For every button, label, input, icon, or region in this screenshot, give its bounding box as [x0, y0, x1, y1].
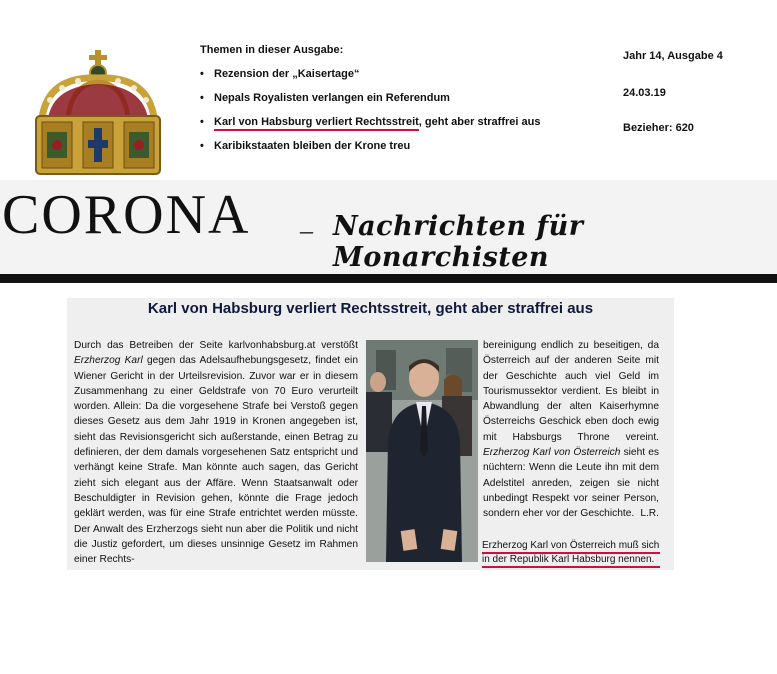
topics-title: Themen in dieser Ausgabe: [200, 44, 344, 56]
article-column-right [483, 338, 659, 522]
topics-list [200, 68, 540, 164]
topic-item [200, 140, 540, 164]
text-run: gegen das Adelsaufhebungsgesetz, findet ein Wiener Gericht in der Urteilsrevision. Zuvor war er in diesem Zusammenhang zu einer Geldstrafe von 70 Euro verurteilt worden. Allein: Da die vorgesehene Strafe bei Verstoß gegen dieses Gesetz aus dem Jahr 1919 in Kronen angegeben ist, sieht das Revisionsgericht sich außerstande, einen Betrag zu definieren, der dem damals vorgesehenen Satz entspricht und verhängt keine Strafe. Man könnte auch sagen, das Gericht zieht sich elegant aus der Affäre. Wenn Staatsanwalt oder Beschuldigter in Revision gehen, könnte die Frage jedoch geklärt werden, was für eine Strafe entrichtet werden müsste. Der Anwalt des Erzherzogs sieht nun aber die Politik und nicht die Justiz gefordert, um dieses unsinnige Gesetz im Rahmen einer Rechts- [74, 355, 358, 566]
masthead-subtitle: Nachrichten für Monarchisten [333, 211, 584, 273]
emphasis-name: Erzherzog Karl [74, 355, 143, 367]
masthead-rule [0, 274, 777, 283]
emphasis-name: Erzherzog Karl von Österreich [483, 447, 621, 459]
topic-item [200, 68, 540, 92]
article-paragraph [483, 338, 659, 522]
caption-underline [482, 566, 660, 568]
caption-underline [482, 552, 660, 554]
topic-text-rest: , geht aber straffrei aus [418, 116, 541, 128]
caption-line: in der Republik Karl Habsburg nennen. [482, 554, 655, 565]
article-column-left [74, 338, 358, 567]
author-initials: L.R. [640, 508, 659, 520]
issue-date: 24.03.19 [623, 87, 666, 99]
bullet: • [200, 68, 204, 80]
topic-text: Nepals Royalisten verlangen ein Referendum [214, 92, 450, 104]
topic-text: Karibikstaaten bleiben der Krone treu [214, 140, 411, 152]
text-run: bereinigung endlich zu beseitigen, da Österreich auf der anderen Seite mit der Geschichte auch viel Geld im Tourismussektor verdient. Es bleibt in Abwandlung der alten Kaiserhymne Österreichs Geschick eben doch ewig mit Habsburgs Throne vereint. [483, 340, 659, 443]
bullet: • [200, 92, 204, 104]
caption-line: Erzherzog Karl von Österreich muß sich [482, 540, 660, 551]
topic-item [200, 92, 540, 116]
bullet: • [200, 140, 204, 152]
topic-item [200, 116, 540, 140]
issue-number: Jahr 14, Ausgabe 4 [623, 50, 723, 62]
article-headline: Karl von Habsburg verliert Rechtsstreit, geht aber straffrei aus [147, 300, 594, 317]
masthead-dash: – [300, 216, 313, 245]
masthead-title: CORONA [2, 184, 251, 246]
text-run: Durch das Betreiben der Seite karlvonhabsburg.at verstößt [74, 340, 358, 351]
crown-logo [28, 48, 168, 178]
text-run: sieht es nüchtern: Wenn die Leute ihn mit dem Adelstitel anreden, zeigen sie nicht unbedingt Respekt vor seiner Person, sondern eher vor der Geschichte. [483, 447, 659, 520]
bullet: • [200, 116, 204, 128]
topic-text-highlighted: Karl von Habsburg verliert Rechtsstreit [214, 116, 419, 128]
article-photo [366, 340, 478, 562]
topic-text: Rezension der „Kaisertage“ [214, 68, 360, 80]
subscriber-count: Bezieher: 620 [623, 122, 694, 134]
article-paragraph [74, 338, 358, 567]
